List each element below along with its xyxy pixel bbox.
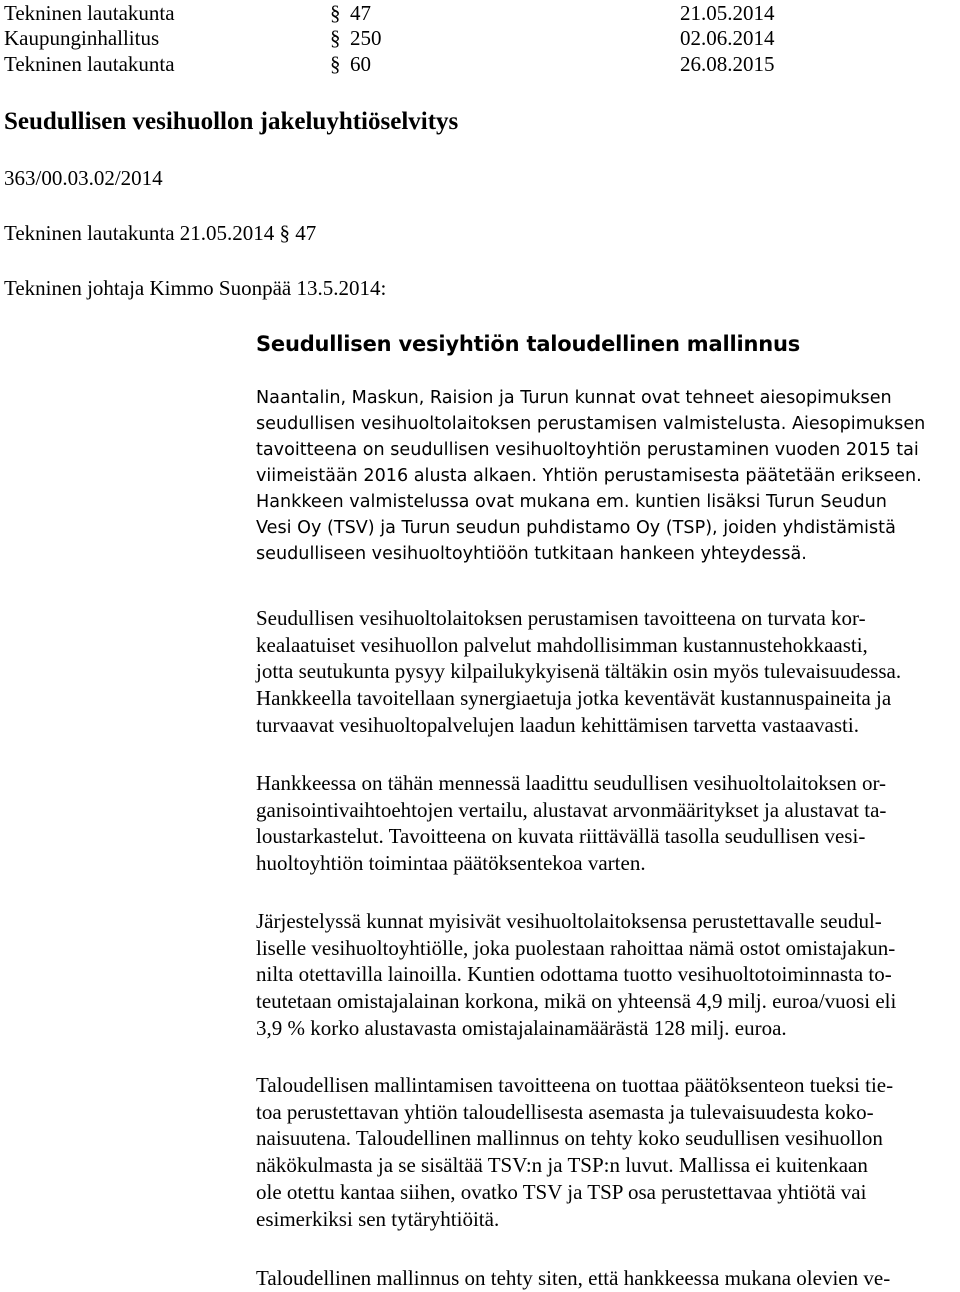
document-title: Seudullisen vesihuollon jakeluyhtiöselvitys bbox=[4, 108, 459, 135]
paragraph-line: nilta otettavilla lainoilla. Kuntien odottama tuotto vesihuoltotoiminnasta to- bbox=[256, 962, 892, 987]
paragraph-line: teutetaan omistajalainan korkona, mikä on yhteensä 4,9 milj. euroa/vuosi eli bbox=[256, 989, 897, 1014]
history-date: 26.08.2015 bbox=[680, 52, 775, 76]
section-sign: § bbox=[330, 26, 341, 50]
paragraph-line: tavoitteena on seudullisen vesihuoltoyhtiön perustaminen vuoden 2015 tai bbox=[256, 440, 919, 460]
paragraph-line: jotta seutukunta pysyy kilpailukykyisenä tältäkin osin myös tulevaisuudessa. bbox=[256, 659, 902, 684]
paragraph-line: Taloudellinen mallinnus on tehty siten, että hankkeessa mukana olevien ve- bbox=[256, 1266, 891, 1290]
paragraph-line: Hankkeella tavoitellaan synergiaetuja jotka keventävät kustannuspaineita ja bbox=[256, 686, 892, 711]
presenter-line: Tekninen johtaja Kimmo Suonpää 13.5.2014: bbox=[4, 276, 387, 300]
paragraph-line: Vesi Oy (TSV) ja Turun seudun puhdistamo Oy (TSP), joiden yhdistämistä bbox=[256, 518, 896, 538]
paragraph-line: toa perustettavan yhtiön taloudellisesta asemasta ja tulevaisuudesta koko- bbox=[256, 1099, 874, 1124]
meeting-line: Tekninen lautakunta 21.05.2014 § 47 bbox=[4, 221, 317, 245]
paragraph-line: Hankkeen valmistelussa ovat mukana em. kuntien lisäksi Turun Seudun bbox=[256, 492, 887, 512]
history-date: 02.06.2014 bbox=[680, 26, 775, 50]
section-sign: § bbox=[330, 1, 341, 25]
paragraph-line: Taloudellisen mallintamisen tavoitteena on tuottaa päätöksenteon tueksi tie- bbox=[256, 1073, 894, 1097]
paragraph-line: Järjestelyssä kunnat myisivät vesihuoltolaitoksensa perustettavalle seudul- bbox=[256, 909, 882, 933]
history-body: Tekninen lautakunta bbox=[4, 1, 175, 25]
paragraph-line: Seudullisen vesihuoltolaitoksen perustamisen tavoitteena on turvata kor- bbox=[256, 606, 866, 630]
history-number: 47 bbox=[350, 1, 371, 25]
paragraph-line: turvaavat vesihuoltopalvelujen laadun kehittämisen tarvetta vastaavasti. bbox=[256, 712, 859, 737]
paragraph-line: kealaatuiset vesihuollon palvelut mahdollisimman kustannustehokkaasti, bbox=[256, 632, 868, 657]
section-heading: Seudullisen vesiyhtiön taloudellinen mallinnus bbox=[256, 332, 800, 356]
paragraph-line: loustarkastelut. Tavoitteena on kuvata riittävällä tasolla seudullisen vesi- bbox=[256, 824, 866, 849]
paragraph-line: seudullisen vesihuoltolaitoksen perustamisen valmistelusta. Aiesopimuksen bbox=[256, 414, 926, 434]
paragraph bbox=[256, 908, 956, 1042]
history-number: 60 bbox=[350, 52, 371, 76]
paragraph bbox=[256, 1072, 956, 1232]
history-body: Tekninen lautakunta bbox=[4, 52, 175, 76]
paragraph-line: liselle vesihuoltoyhtiölle, joka puolestaan rahoittaa nämä ostot omistajakun- bbox=[256, 935, 896, 960]
paragraph-line: ganisointivaihtoehtojen vertailu, alustavat arvonmääritykset ja alustavat ta- bbox=[256, 797, 887, 822]
paragraph bbox=[256, 385, 956, 567]
record-number: 363/00.03.02/2014 bbox=[4, 166, 163, 190]
history-body: Kaupunginhallitus bbox=[4, 26, 160, 50]
paragraph-line: naisuutena. Taloudellinen mallinnus on tehty koko seudullisen vesihuollon bbox=[256, 1126, 883, 1151]
history-date: 21.05.2014 bbox=[680, 1, 775, 25]
paragraph-line: näkökulmasta ja se sisältää TSV:n ja TSP:n luvut. Mallissa ei kuitenkaan bbox=[256, 1153, 868, 1178]
history-number: 250 bbox=[350, 26, 382, 50]
paragraph bbox=[256, 605, 956, 739]
paragraph bbox=[256, 1265, 956, 1292]
paragraph-line: viimeistään 2016 alusta alkaen. Yhtiön perustamisesta päätetään erikseen. bbox=[256, 466, 922, 486]
paragraph-line: Hankkeessa on tähän mennessä laadittu seudullisen vesihuoltolaitoksen or- bbox=[256, 771, 887, 795]
paragraph-line: huoltoyhtiön toimintaa päätöksentekoa varten. bbox=[256, 851, 646, 876]
paragraph-line: 3,9 % korko alustavasta omistajalainamäärästä 128 milj. euroa. bbox=[256, 1015, 787, 1040]
paragraph-line: Naantalin, Maskun, Raision ja Turun kunnat ovat tehneet aiesopimuksen bbox=[256, 388, 892, 408]
paragraph-line: seudulliseen vesihuoltoyhtiöön tutkitaan hankeen yhteydessä. bbox=[256, 544, 807, 564]
section-sign: § bbox=[330, 52, 341, 76]
paragraph bbox=[256, 770, 956, 877]
paragraph-line: ole otettu kantaa siihen, ovatko TSV ja TSP osa perustettavaa yhtiötä vai bbox=[256, 1179, 867, 1204]
paragraph-line: esimerkiksi sen tytäryhtiöitä. bbox=[256, 1206, 500, 1231]
